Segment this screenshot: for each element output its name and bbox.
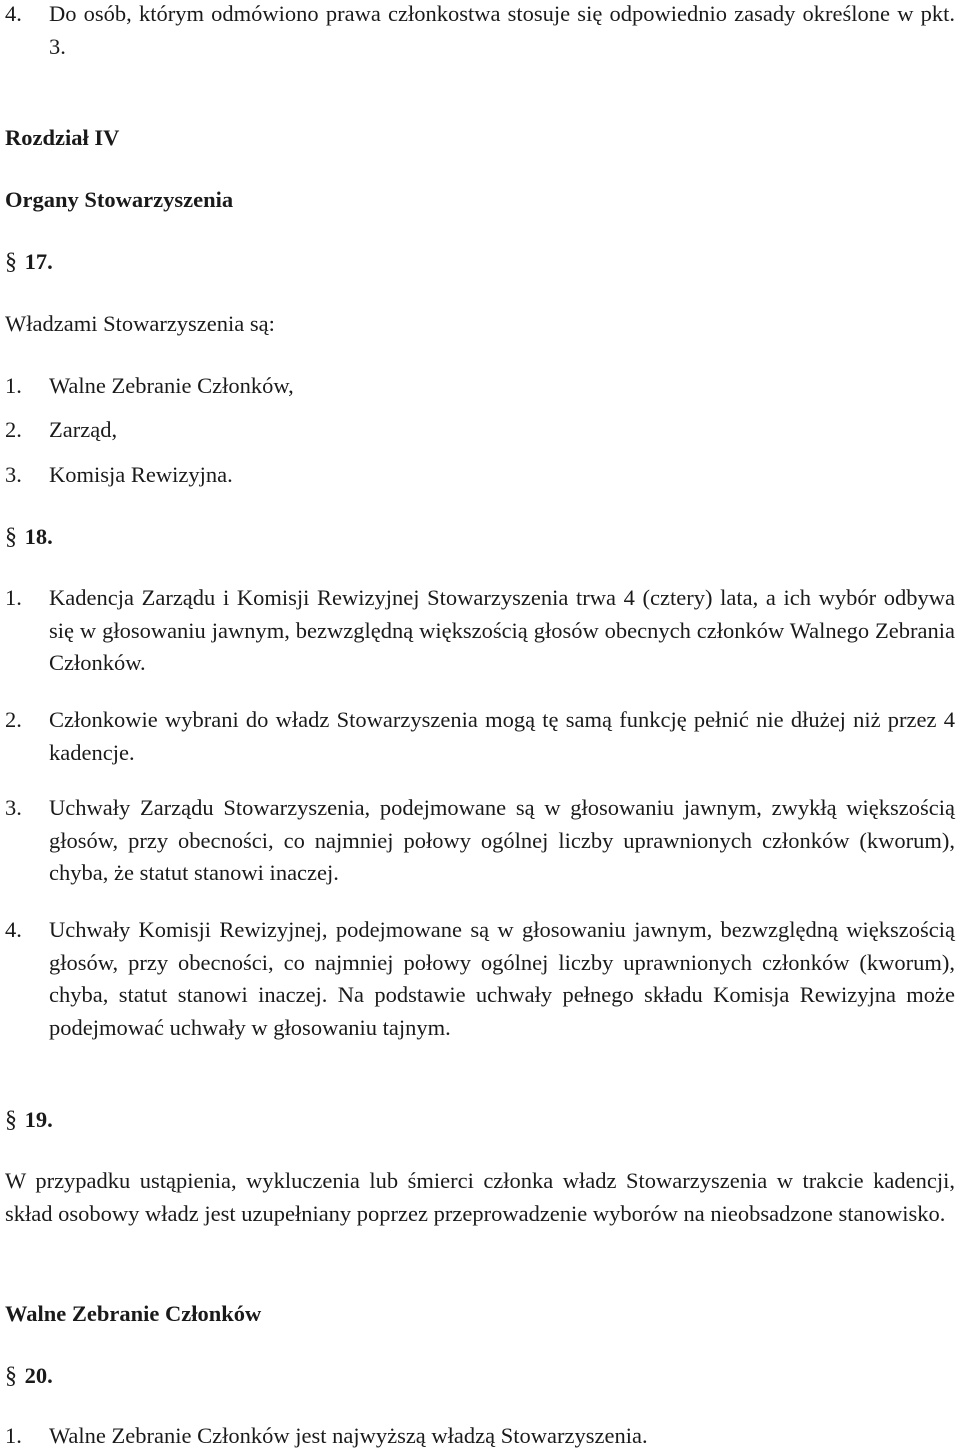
section-marker-17 — [5, 246, 53, 278]
list-item-text: Członkowie wybrani do władz Stowarzyszenia mogą tę samą funkcję pełnić nie dłużej niż przez 4 kadencje. — [49, 707, 955, 765]
list-item-number: 4. — [5, 1, 22, 26]
section-sign: § — [5, 524, 17, 550]
section-number: 20. — [24, 1363, 53, 1388]
list-item-text: Walne Zebranie Członków jest najwyższą władzą Stowarzyszenia. — [49, 1423, 648, 1448]
section-number: 18. — [24, 524, 53, 549]
section-intro: Władzami Stowarzyszenia są: — [5, 311, 275, 336]
chapter-title: Rozdział IV — [5, 125, 120, 150]
list-item-number: 2. — [5, 707, 22, 732]
list-item-number: 1. — [5, 1423, 22, 1448]
section-paragraph: W przypadku ustąpienia, wykluczenia lub śmierci członka władz Stowarzyszenia w trakcie kadencji, skład osobowy władz jest uzupełniany poprzez przeprowadzenie wyborów na nieobsadzone stanowisko. — [5, 1168, 955, 1226]
list-item-text: Kadencja Zarządu i Komisji Rewizyjnej Stowarzyszenia trwa 4 (cztery) lata, a ich wybór odbywa się w głosowaniu jawnym, bezwzględną większością głosów obecnych członków Walnego Zebrania Członków. — [49, 585, 955, 675]
list-item-text: Walne Zebranie Członków, — [49, 373, 294, 398]
list-item-number: 1. — [5, 373, 22, 398]
list-item-text: Uchwały Zarządu Stowarzyszenia, podejmowane są w głosowaniu jawnym, zwykłą większością głosów, przy obecności, co najmniej połowy ogólnej liczby uprawnionych członków (kworum), chyba, że statut stanowi inaczej. — [49, 795, 955, 885]
list-item-text: Komisja Rewizyjna. — [49, 462, 233, 487]
list-item-text: Uchwały Komisji Rewizyjnej, podejmowane są w głosowaniu jawnym, bezwzględną większością głosów, przy obecności, co najmniej połowy ogólnej liczby uprawnionych członków (kworum), chyba, statut stanowi inaczej. Na podstawie uchwały pełnego składu Komisja Rewizyjna może podejmować uchwały w głosowaniu tajnym. — [49, 917, 955, 1040]
list-item-text: Zarząd, — [49, 417, 118, 442]
section-marker-20 — [5, 1360, 53, 1392]
section-sign: § — [5, 249, 17, 275]
section-sign: § — [5, 1363, 17, 1389]
list-item-number: 3. — [5, 795, 22, 820]
section-marker-18 — [5, 521, 53, 553]
section-number: 17. — [24, 249, 53, 274]
section-number: 19. — [24, 1107, 53, 1132]
list-item-text: Do osób, którym odmówiono prawa członkostwa stosuje się odpowiednio zasady określone w pkt. 3. — [49, 1, 955, 59]
list-item-number: 3. — [5, 462, 22, 487]
section-sign: § — [5, 1107, 17, 1133]
section-marker-19 — [5, 1104, 53, 1136]
chapter-subtitle: Organy Stowarzyszenia — [5, 187, 234, 212]
subsection-title: Walne Zebranie Członków — [5, 1301, 262, 1326]
list-item-number: 4. — [5, 917, 22, 942]
list-item-number: 1. — [5, 585, 22, 610]
list-item-number: 2. — [5, 417, 22, 442]
